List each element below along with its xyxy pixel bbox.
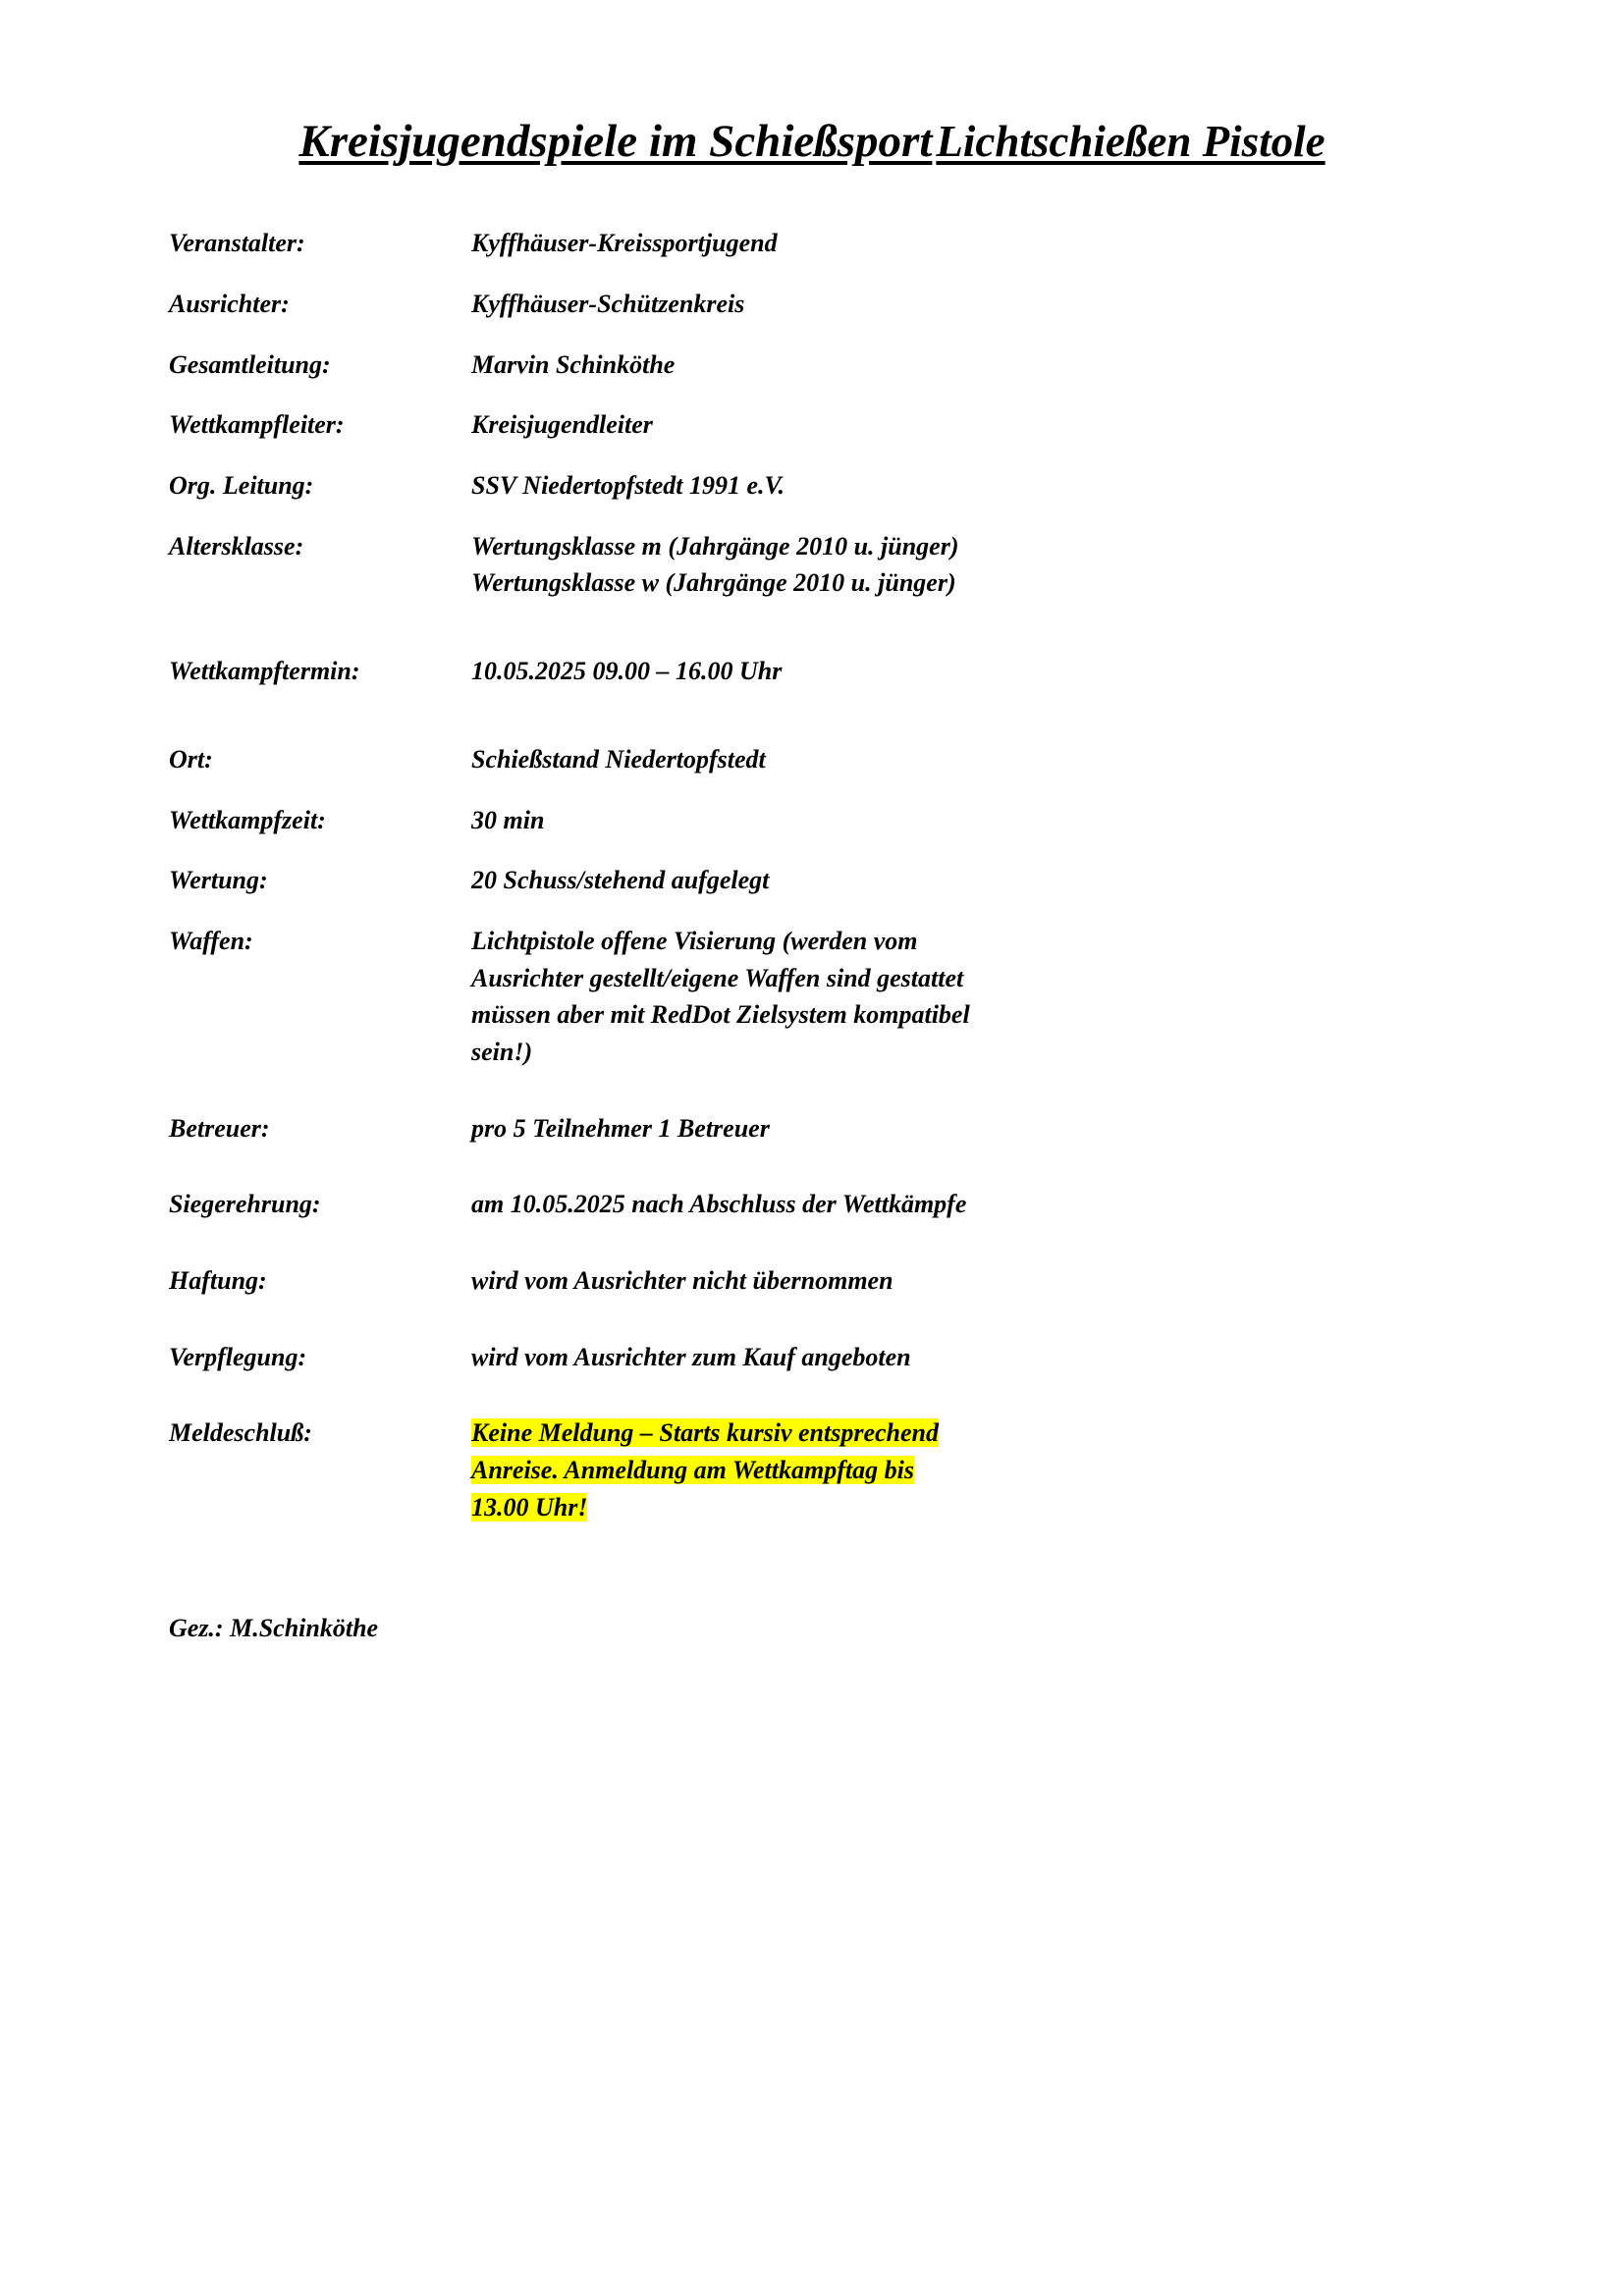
detail-label: Ausrichter: bbox=[169, 290, 290, 319]
detail-value bbox=[471, 528, 1159, 602]
detail-row-wettkampfzeit bbox=[147, 802, 1477, 839]
detail-value-line: SSV Niedertopfstedt 1991 e.V. bbox=[471, 471, 785, 501]
detail-label: Org. Leitung: bbox=[169, 471, 314, 501]
detail-value-line: Schießstand Niedertopfstedt bbox=[471, 744, 766, 774]
detail-value bbox=[471, 741, 1159, 778]
detail-label: Wettkampfzeit: bbox=[169, 805, 326, 834]
detail-label: Wertung: bbox=[169, 866, 268, 895]
detail-row-wertung bbox=[147, 862, 1477, 899]
detail-value bbox=[471, 467, 1159, 505]
detail-value-line: Ausrichter gestellt/eigene Waffen sind gestattet bbox=[471, 963, 964, 992]
detail-row-waffen bbox=[147, 923, 1477, 1071]
detail-row-ausrichter bbox=[147, 286, 1477, 323]
detail-value-line: Kyffhäuser-Schützenkreis bbox=[471, 290, 745, 319]
detail-value bbox=[471, 653, 1159, 690]
detail-row-veranstalter bbox=[147, 225, 1477, 262]
detail-row-altersklasse bbox=[147, 528, 1477, 602]
detail-label: Ort: bbox=[169, 744, 213, 774]
detail-value-line: Lichtpistole offene Visierung (werden vom bbox=[471, 926, 918, 955]
detail-row-verpflegung bbox=[147, 1339, 1477, 1376]
detail-row-betreuer bbox=[147, 1110, 1477, 1148]
detail-value-line: Keine Meldung – Starts kursiv entsprechend bbox=[471, 1418, 940, 1448]
detail-value-line: müssen aber mit RedDot Zielsystem kompatibel bbox=[471, 1000, 970, 1030]
detail-row-siegerehrung bbox=[147, 1186, 1477, 1223]
document-title bbox=[147, 114, 1477, 170]
detail-value bbox=[471, 862, 1159, 899]
detail-value-line: 10.05.2025 09.00 – 16.00 Uhr bbox=[471, 657, 783, 686]
detail-value-line: sein!) bbox=[471, 1037, 533, 1066]
detail-value-line: wird vom Ausrichter zum Kauf angeboten bbox=[471, 1342, 911, 1371]
detail-label: Altersklasse: bbox=[169, 531, 304, 561]
detail-label: Haftung: bbox=[169, 1266, 267, 1296]
detail-row-wettkampftermin bbox=[147, 653, 1477, 690]
title-line-secondary: Lichtschießen Pistole bbox=[936, 117, 1326, 166]
detail-row-wettkampfleiter bbox=[147, 406, 1477, 444]
detail-value-line: 13.00 Uhr! bbox=[471, 1492, 588, 1522]
detail-value bbox=[471, 802, 1159, 839]
detail-label: Meldeschluß: bbox=[169, 1418, 312, 1448]
detail-value bbox=[471, 1110, 1159, 1148]
detail-value bbox=[471, 347, 1159, 384]
detail-value-line: Wertungsklasse w (Jahrgänge 2010 u. jünger) bbox=[471, 568, 956, 598]
detail-label: Veranstalter: bbox=[169, 229, 305, 258]
detail-row-gesamtleitung bbox=[147, 347, 1477, 384]
detail-value bbox=[471, 286, 1159, 323]
detail-value bbox=[471, 225, 1159, 262]
detail-value-line: wird vom Ausrichter nicht übernommen bbox=[471, 1266, 893, 1296]
detail-row-meldeschluss bbox=[147, 1415, 1477, 1525]
detail-value-line: Kyffhäuser-Kreissportjugend bbox=[471, 229, 778, 258]
detail-row-haftung bbox=[147, 1262, 1477, 1300]
detail-value-highlighted bbox=[471, 1415, 1159, 1525]
detail-value-line: Anreise. Anmeldung am Wettkampftag bis bbox=[471, 1456, 914, 1485]
detail-label: Verpflegung: bbox=[169, 1342, 307, 1371]
detail-label: Gesamtleitung: bbox=[169, 349, 331, 379]
detail-value-line: Wertungsklasse m (Jahrgänge 2010 u. jünger) bbox=[471, 531, 959, 561]
detail-label: Betreuer: bbox=[169, 1113, 270, 1143]
signature-line: Gez.: M.Schinköthe bbox=[169, 1614, 379, 1643]
detail-label: Wettkampftermin: bbox=[169, 657, 360, 686]
detail-value bbox=[471, 406, 1159, 444]
detail-value-line: 20 Schuss/stehend aufgelegt bbox=[471, 866, 770, 895]
detail-value bbox=[471, 1262, 1159, 1300]
detail-value-line: Kreisjugendleiter bbox=[471, 410, 653, 440]
detail-value-line: 30 min bbox=[471, 805, 545, 834]
detail-value bbox=[471, 1186, 1159, 1223]
detail-value-line: Marvin Schinköthe bbox=[471, 349, 676, 379]
detail-value bbox=[471, 923, 1159, 1071]
details-list bbox=[147, 225, 1477, 1525]
detail-label: Wettkampfleiter: bbox=[169, 410, 345, 440]
detail-label: Waffen: bbox=[169, 926, 253, 955]
detail-row-ort bbox=[147, 741, 1477, 778]
detail-label: Siegerehrung: bbox=[169, 1190, 321, 1219]
title-line-primary: Kreisjugendspiele im Schießsport bbox=[298, 116, 933, 167]
detail-value-line: am 10.05.2025 nach Abschluss der Wettkämpfe bbox=[471, 1190, 967, 1219]
detail-value bbox=[471, 1339, 1159, 1376]
detail-value-line: pro 5 Teilnehmer 1 Betreuer bbox=[471, 1113, 770, 1143]
detail-row-org-leitung bbox=[147, 467, 1477, 505]
